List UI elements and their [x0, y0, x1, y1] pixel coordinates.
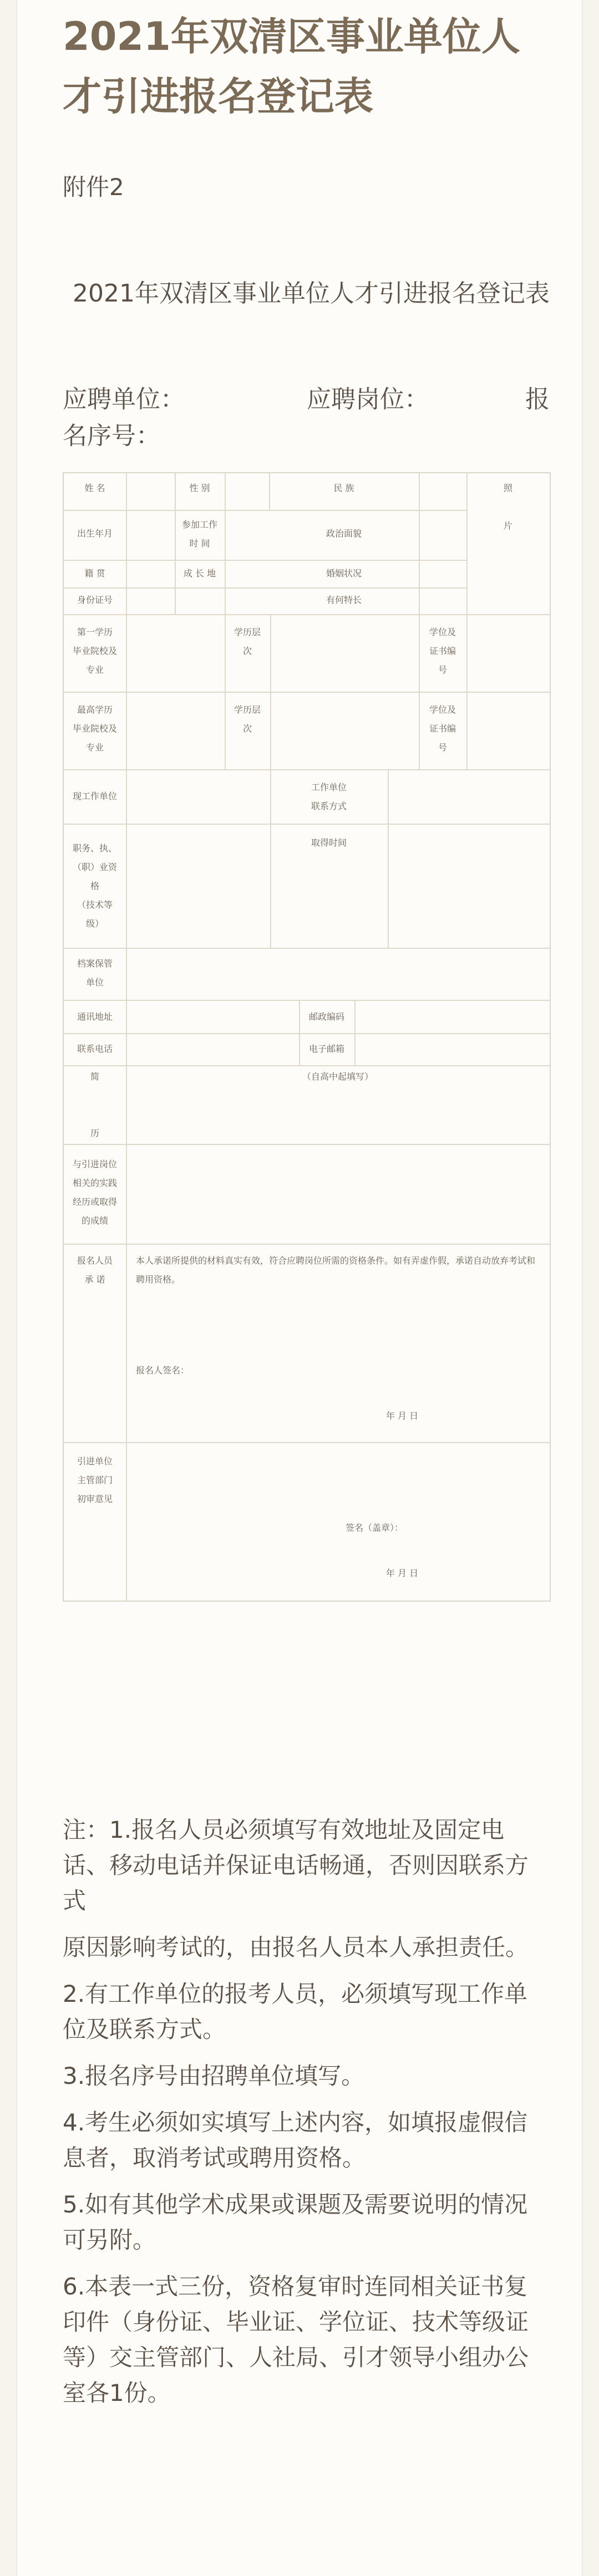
- label-birth: 出生年月: [77, 528, 113, 539]
- label-highest-education: 最高学历 毕业院校及 专业: [72, 704, 117, 753]
- label-phone: 联系电话: [77, 1044, 113, 1054]
- note-3: 3.报名序号由招聘单位填写。: [63, 2062, 365, 2089]
- label-first-edu-level: 学历层 次: [233, 627, 261, 656]
- label-highest-degree: 学位及 证书编 号: [429, 704, 456, 753]
- label-specialty: 有何特长: [326, 595, 362, 605]
- notes-section: [63, 1812, 551, 2422]
- label-dept-review: 引进单位 主管部门 初审意见: [77, 1456, 113, 1504]
- label-related-practice: 与引进岗位 相关的实践 经历或取得 的成绩: [72, 1159, 117, 1226]
- label-gender: 性 别: [189, 483, 210, 493]
- promise-date: 年 月 日: [385, 1410, 419, 1421]
- note-5: 5.如有其他学术成果或课题及需要说明的情况可另附。: [63, 2191, 528, 2253]
- note-1-cont: 原因影响考试的，由报名人员本人承担责任。: [63, 1934, 529, 1961]
- label-archive-unit: 档案保管 单位: [77, 958, 113, 988]
- label-marriage: 婚姻状况: [326, 568, 362, 579]
- attachment-label: 附件2: [63, 173, 124, 201]
- label-first-education: 第一学历 毕业院校及 专业: [72, 627, 117, 675]
- label-current-work-unit: 现工作单位: [72, 791, 117, 801]
- label-address: 通讯地址: [77, 1011, 113, 1022]
- label-obtain-time: 取得时间: [311, 837, 347, 848]
- label-name: 姓 名: [84, 483, 105, 493]
- document-page: [17, 0, 582, 2576]
- label-ethnicity: 民 族: [333, 483, 354, 493]
- promise-statement: 本人承诺所提供的材料真实有效，符合应聘岗位所需的资格条件。如有弄虚作假，承诺自动放弃考试和聘用资格。: [136, 1255, 536, 1285]
- label-work-time: 参加工作 时 间: [181, 519, 217, 549]
- label-id-number: 身份证号: [77, 595, 113, 605]
- note-1: 注：1.报名人员必须填写有效地址及固定电话、移动电话并保证电话畅通，否则因联系方式: [63, 1816, 529, 1914]
- label-resume: 简 历: [90, 1071, 99, 1138]
- label-qualification: 职务、执、 （职）业资 格 （技术等 级）: [72, 843, 117, 929]
- label-first-degree: 学位及 证书编 号: [429, 627, 456, 675]
- review-date: 年 月 日: [385, 1568, 419, 1578]
- application-fields: [63, 381, 551, 454]
- serial-label-b: 名序号：: [63, 422, 160, 450]
- form-subtitle: 2021年双清区事业单位人才引进报名登记表: [73, 279, 550, 308]
- note-4: 4.考生必须如实填写上述内容，如填报虚假信息者，取消考试或聘用资格。: [63, 2109, 528, 2171]
- label-native-place: 籍 贯: [84, 568, 105, 579]
- label-politics: 政治面貌: [326, 528, 362, 539]
- resume-note: （自高中起填写）: [302, 1071, 373, 1082]
- label-highest-edu-level: 学历层 次: [233, 704, 261, 734]
- document-title: 2021年双清区事业单位人才引进报名登记表: [63, 14, 520, 119]
- seal-signature-label: 签名（盖章）：: [345, 1522, 403, 1533]
- label-photo: 照 片: [503, 483, 512, 531]
- label-grow-place: 成 长 地: [183, 568, 216, 579]
- post-label: 应聘岗位：: [307, 385, 429, 413]
- label-email: 电子邮箱: [308, 1044, 344, 1054]
- note-6: 6.本表一式三份，资格复审时连同相关证书复印件（身份证、毕业证、学位证、技术等级证等）交主管部门、人社局、引才领导小组办公室各1份。: [63, 2273, 529, 2406]
- label-zip: 邮政编码: [308, 1011, 344, 1022]
- unit-label: 应聘单位：: [63, 385, 185, 413]
- note-2: 2.有工作单位的报考人员，必须填写现工作单位及联系方式。: [63, 1980, 528, 2043]
- serial-label-a: 报: [525, 385, 550, 413]
- registration-form-table: [63, 472, 551, 1602]
- applicant-signature-label: 报名人签名：: [136, 1365, 190, 1376]
- label-promise: 报名人员 承 诺: [77, 1255, 113, 1285]
- label-unit-contact: 工作单位 联系方式: [311, 782, 347, 811]
